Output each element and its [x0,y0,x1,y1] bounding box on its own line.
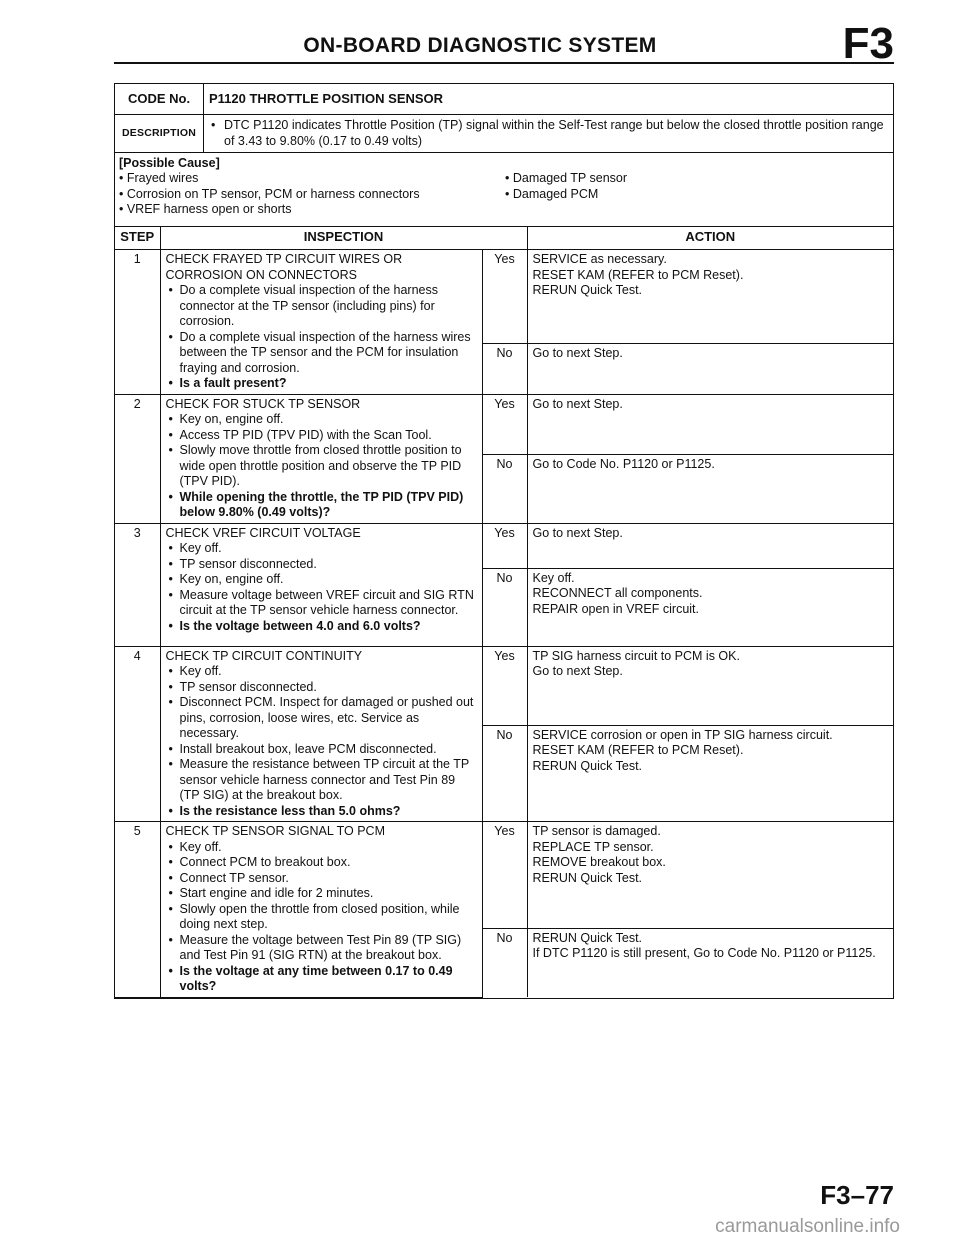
bullet: • [168,556,173,571]
inspection-item-text: Measure the voltage between Test Pin 89 (TP SIG) and Test Pin 91 (SIG RTN) at the breakout box. [179,932,462,962]
bullet: • [168,572,173,586]
bullet: • [168,283,173,297]
bullet: • [168,901,173,916]
table-row [115,250,893,344]
table-header-row [115,227,893,250]
yes-label: Yes [482,523,527,568]
inspection-title: CHECK FRAYED TP CIRCUIT WIRES OR CORROSION ON CONNECTORS [165,252,403,282]
inspection-cell [160,394,482,523]
action-line: Go to Code No. P1120 or P1125. [532,456,715,471]
bullet: • [168,963,173,978]
no-action [527,343,893,394]
step-number: 2 [115,394,160,523]
bullet: • [168,664,173,678]
inspection-item-text: Measure the resistance between TP circuit at the TP sensor vehicle harness connector and Test Pin 89 (TP SIG) at the breakout box. [179,757,470,802]
inspection-item-text: Slowly open the throttle from closed position, while doing next step. [179,901,460,931]
yes-action [527,250,893,344]
inspection-item [166,680,477,696]
inspection-title: CHECK VREF CIRCUIT VOLTAGE [165,525,361,540]
inspection-item-text: While opening the throttle, the TP PID (TPV PID) below 9.80% (0.49 volts)? [179,489,464,519]
no-action [527,454,893,523]
inspection-item-text: Connect PCM to breakout box. [179,855,351,869]
no-action [527,928,893,997]
no-action [527,725,893,821]
bullet: • [168,618,173,633]
possible-cause-section [115,153,893,227]
page-title: ON-BOARD DIAGNOSTIC SYSTEM [303,34,657,57]
bullet: • [168,412,173,426]
step-number: 3 [115,523,160,646]
action-line: Go to next Step. [532,396,623,411]
table-row [115,394,893,454]
inspection-item-text: Key off. [179,541,222,555]
inspection-item-text: Connect TP sensor. [179,870,289,885]
action-line: REMOVE breakout box. [532,855,666,869]
inspection-item [166,541,477,557]
diagnostic-table [114,83,894,999]
possible-cause-heading: [Possible Cause] [119,156,220,170]
inspection-item-text: Key off. [179,664,222,678]
inspection-item-text: Key on, engine off. [179,572,284,586]
description-body: DTC P1120 indicates Throttle Position (TP) signal within the Self-Test range but below the closed throttle position range of 3.43 to 9.80% (0.17 to 0.49 volts) [224,118,884,148]
action-header: ACTION [527,227,893,250]
step-number: 5 [115,822,160,998]
description-row [115,115,893,153]
action-line: RERUN Quick Test. [532,758,643,773]
watermark: carmanualsonline.info [715,1216,900,1237]
inspection-item [166,695,477,742]
no-label: No [482,454,527,523]
inspection-item [166,933,477,964]
action-line: RERUN Quick Test. [532,930,643,945]
cause-list-right [505,171,627,202]
inspection-item [166,886,477,902]
steps-table [115,227,893,998]
inspection-item [166,428,477,444]
code-row [115,84,893,115]
inspection-title: CHECK FOR STUCK TP SENSOR [165,396,361,411]
action-line: RERUN Quick Test. [532,870,643,885]
step-header: STEP [115,227,160,250]
inspection-item [166,871,477,887]
bullet: • [168,376,173,390]
inspection-item [166,283,477,330]
inspection-cell [160,523,482,646]
inspection-item [166,902,477,933]
bullet: • [168,886,173,900]
action-line: RESET KAM (REFER to PCM Reset). [532,267,744,282]
inspection-item-text: Disconnect PCM. Inspect for damaged or pushed out pins, corrosion, loose wires, etc. Service as necessary. [179,695,474,740]
inspection-item [166,964,477,995]
step-number: 1 [115,250,160,395]
cause-item: • Damaged PCM [505,186,599,201]
inspection-item-text: Do a complete visual inspection of the harness connector at the TP sensor (including pins) for corrosion. [179,283,438,328]
inspection-item [166,588,477,619]
action-line: RERUN Quick Test. [532,283,643,297]
inspection-item-text: Is the voltage between 4.0 and 6.0 volts? [179,618,421,633]
bullet: • [168,932,173,947]
inspection-cell [160,646,482,822]
inspection-item-text: Do a complete visual inspection of the harness wires between the TP sensor and the PCM for insulation fraying and corrosion. [179,329,471,375]
action-line: REPLACE TP sensor. [532,839,654,854]
bullet: • [168,427,173,442]
bullet: • [168,855,173,869]
no-label: No [482,928,527,997]
yes-label: Yes [482,822,527,929]
inspection-item-text: Measure voltage between VREF circuit and SIG RTN circuit at the TP sensor vehicle harness connector. [179,587,474,617]
action-line: SERVICE corrosion or open in TP SIG harness circuit. [532,727,833,742]
bullet: • [168,757,173,771]
inspection-header: INSPECTION [160,227,527,250]
table-row [115,822,893,929]
code-label: CODE No. [115,84,204,114]
cause-list-left [119,171,420,218]
description-label: DESCRIPTION [115,115,204,152]
cause-item: • VREF harness open or shorts [119,202,292,216]
no-label: No [482,725,527,821]
action-line: REPAIR open in VREF circuit. [532,601,699,616]
action-line: Key off. [532,570,575,585]
yes-action [527,394,893,454]
inspection-item-text: Is the voltage at any time between 0.17 to 0.49 volts? [179,963,453,993]
bullet: • [168,741,173,756]
no-label: No [482,343,527,394]
code-value: P1120 THROTTLE POSITION SENSOR [209,91,444,107]
action-line: RECONNECT all components. [532,586,703,600]
bullet: • [168,803,173,818]
bullet: • [168,695,173,709]
action-line: TP sensor is damaged. [532,824,661,838]
inspection-item [166,490,477,521]
action-line: Go to next Step. [532,664,623,678]
inspection-item-text: Key on, engine off. [179,412,284,426]
cause-item: • Frayed wires [119,171,199,185]
inspection-item-text: Slowly move throttle from closed throttle position to wide open throttle position and observe the TP PID (TPV PID). [179,443,462,488]
inspection-cell [160,822,482,998]
inspection-item-text: TP sensor disconnected. [179,679,317,694]
inspection-cell [160,250,482,395]
inspection-item [166,376,477,392]
inspection-item [166,840,477,856]
bullet: • [168,587,173,602]
no-action [527,568,893,646]
inspection-item-text: TP sensor disconnected. [179,556,317,571]
action-line: Go to next Step. [532,345,623,360]
table-row [115,646,893,725]
bullet: • [168,839,173,854]
no-label: No [482,568,527,646]
inspection-item-text: Start engine and idle for 2 minutes. [179,886,374,900]
header-rule [114,62,894,64]
yes-action [527,523,893,568]
inspection-item [166,855,477,871]
bullet: • [168,679,173,694]
action-line: TP SIG harness circuit to PCM is OK. [532,648,740,663]
inspection-item [166,804,477,820]
yes-action [527,822,893,929]
inspection-item [166,572,477,588]
step-number: 4 [115,646,160,822]
description-text [204,115,893,152]
inspection-item [166,619,477,635]
bullet: • [168,541,173,555]
action-line: RESET KAM (REFER to PCM Reset). [532,743,744,758]
yes-label: Yes [482,394,527,454]
inspection-title: CHECK TP SENSOR SIGNAL TO PCM [165,824,386,838]
inspection-item [166,757,477,804]
inspection-item [166,330,477,377]
yes-label: Yes [482,250,527,344]
yes-action [527,646,893,725]
inspection-item [166,742,477,758]
cause-item: • Damaged TP sensor [505,171,628,185]
action-line: If DTC P1120 is still present, Go to Code No. P1120 or P1125. [532,946,876,961]
bullet: • [168,443,173,457]
action-line: Go to next Step. [532,525,623,540]
inspection-item [166,664,477,680]
yes-label: Yes [482,646,527,725]
bullet: • [168,329,173,344]
cause-item: • Corrosion on TP sensor, PCM or harness connectors [119,186,420,201]
inspection-item [166,443,477,490]
inspection-item-text: Access TP PID (TPV PID) with the Scan Tool. [179,427,432,442]
inspection-item-text: Install breakout box, leave PCM disconnected. [179,741,437,756]
bullet: • [168,489,173,504]
inspection-item [166,412,477,428]
inspection-item-text: Key off. [179,839,222,854]
bullet: • [211,118,216,132]
inspection-item-text: Is the resistance less than 5.0 ohms? [179,803,401,818]
inspection-item-text: Is a fault present? [179,376,287,390]
inspection-title: CHECK TP CIRCUIT CONTINUITY [165,648,363,663]
inspection-item [166,557,477,573]
section-code: F3 [842,19,894,68]
bullet: • [168,870,173,885]
table-row [115,523,893,568]
action-line: SERVICE as necessary. [532,252,667,266]
page-number: F3–77 [820,1180,894,1210]
